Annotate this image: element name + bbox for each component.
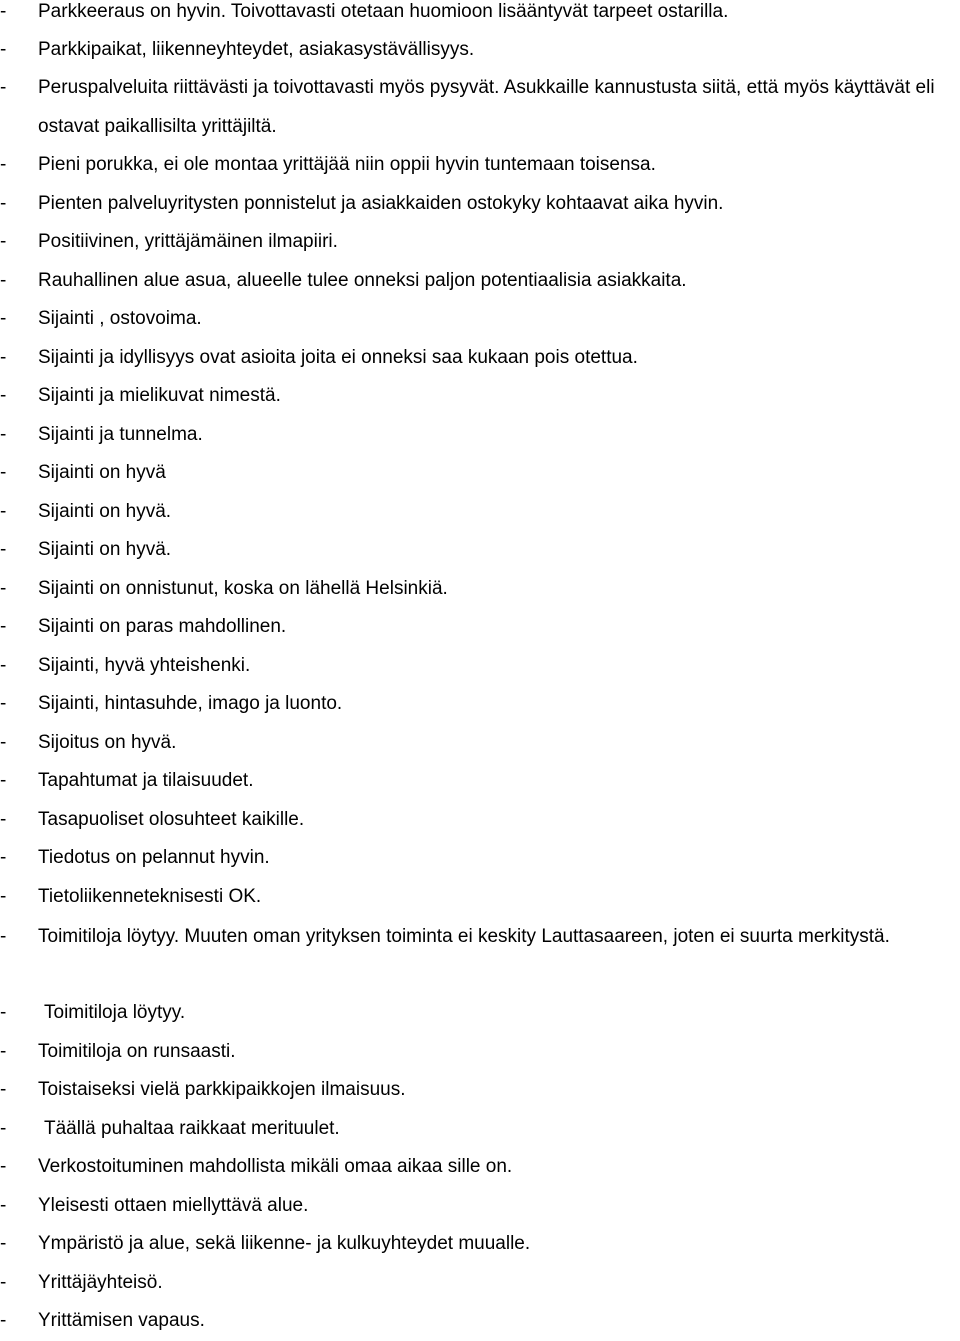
list-item-text: Yrittäjäyhteisö.	[38, 1272, 163, 1293]
list-bullet: -	[0, 1002, 7, 1023]
list-bullet: -	[0, 347, 7, 368]
list-item-text: Täällä puhaltaa raikkaat merituulet.	[44, 1118, 340, 1139]
list-bullet: -	[0, 1041, 7, 1062]
list-item-text: Tapahtumat ja tilaisuudet.	[38, 770, 254, 791]
list-item-text: Sijainti on hyvä.	[38, 501, 172, 522]
list-bullet: -	[0, 385, 7, 406]
list-item-text: Positiivinen, yrittäjämäinen ilmapiiri.	[38, 231, 338, 252]
list-item-text: Sijainti on paras mahdollinen.	[38, 616, 287, 637]
list-bullet: -	[0, 847, 7, 868]
list-item-text: Parkkeeraus on hyvin. Toivottavasti otetaan huomioon lisääntyvät tarpeet ostarilla.	[38, 1, 729, 22]
list-bullet: -	[0, 578, 7, 599]
list-bullet: -	[0, 1195, 7, 1216]
list-item-text: Ympäristö ja alue, sekä liikenne- ja kulkuyhteydet muualle.	[38, 1233, 531, 1254]
list-item-text: Tietoliikenneteknisesti OK.	[38, 886, 262, 907]
list-item-text: Tiedotus on pelannut hyvin.	[38, 847, 270, 868]
list-item-text: Sijainti, hyvä yhteishenki.	[38, 655, 251, 676]
list-bullet: -	[0, 1156, 7, 1177]
list-item-text: Toimitiloja löytyy.	[44, 1002, 186, 1023]
list-bullet: -	[0, 655, 7, 676]
list-item-text: Verkostoituminen mahdollista mikäli omaa aikaa sille on.	[38, 1156, 513, 1177]
list-bullet: -	[0, 693, 7, 714]
list-item-text: Toistaiseksi vielä parkkipaikkojen ilmaisuus.	[38, 1079, 406, 1100]
list-bullet: -	[0, 193, 7, 214]
list-bullet: -	[0, 886, 7, 907]
list-item-text: Yrittämisen vapaus.	[38, 1310, 205, 1331]
list-bullet: -	[0, 1, 7, 22]
list-bullet: -	[0, 39, 7, 60]
list-bullet: -	[0, 1310, 7, 1331]
list-item-text: Yleisesti ottaen miellyttävä alue.	[38, 1195, 309, 1216]
list-bullet: -	[0, 424, 7, 445]
list-item-text: Sijoitus on hyvä.	[38, 732, 177, 753]
list-bullet: -	[0, 616, 7, 637]
list-item-text: Toimitiloja löytyy. Muuten oman yrityksen toiminta ei keskity Lauttasaareen, joten ei suurta merkitystä.	[38, 926, 890, 947]
list-bullet: -	[0, 1118, 7, 1139]
list-bullet: -	[0, 770, 7, 791]
list-item-text: Parkkipaikat, liikenneyhteydet, asiakasystävällisyys.	[38, 39, 475, 60]
list-bullet: -	[0, 77, 7, 98]
list-item-text: Sijainti , ostovoima.	[38, 308, 202, 329]
list-bullet: -	[0, 501, 7, 522]
list-item-text: Sijainti, hintasuhde, imago ja luonto.	[38, 693, 343, 714]
list-bullet: -	[0, 1079, 7, 1100]
list-item-text: Sijainti ja tunnelma.	[38, 424, 203, 445]
list-bullet: -	[0, 1272, 7, 1293]
list-item-text: Toimitiloja on runsaasti.	[38, 1041, 236, 1062]
list-item-text: Sijainti on hyvä.	[38, 539, 172, 560]
list-item-text: Tasapuoliset olosuhteet kaikille.	[38, 809, 305, 830]
list-bullet: -	[0, 154, 7, 175]
list-bullet: -	[0, 1233, 7, 1254]
list-item-text: Rauhallinen alue asua, alueelle tulee onneksi paljon potentiaalisia asiakkaita.	[38, 270, 687, 291]
list-item-text: Pienten palveluyritysten ponnistelut ja asiakkaiden ostokyky kohtaavat aika hyvin.	[38, 193, 724, 214]
list-bullet: -	[0, 926, 7, 947]
list-bullet: -	[0, 539, 7, 560]
list-item-text: Sijainti ja idyllisyys ovat asioita joita ei onneksi saa kukaan pois otettua.	[38, 347, 638, 368]
list-item-text: Sijainti ja mielikuvat nimestä.	[38, 385, 281, 406]
list-bullet: -	[0, 231, 7, 252]
list-item-text: Peruspalveluita riittävästi ja toivottavasti myös pysyvät. Asukkaille kannustusta siitä, että myös käyttävät eli ostavat paikallisilta yrittäjiltä.	[38, 77, 935, 137]
list-bullet: -	[0, 462, 7, 483]
list-item-text: Sijainti on hyvä	[38, 462, 166, 483]
list-item-text: Pieni porukka, ei ole montaa yrittäjää niin oppii hyvin tuntemaan toisensa.	[38, 154, 656, 175]
list-item-text: Sijainti on onnistunut, koska on lähellä Helsinkiä.	[38, 578, 448, 599]
list-bullet: -	[0, 809, 7, 830]
list-bullet: -	[0, 308, 7, 329]
list-bullet: -	[0, 732, 7, 753]
list-bullet: -	[0, 270, 7, 291]
